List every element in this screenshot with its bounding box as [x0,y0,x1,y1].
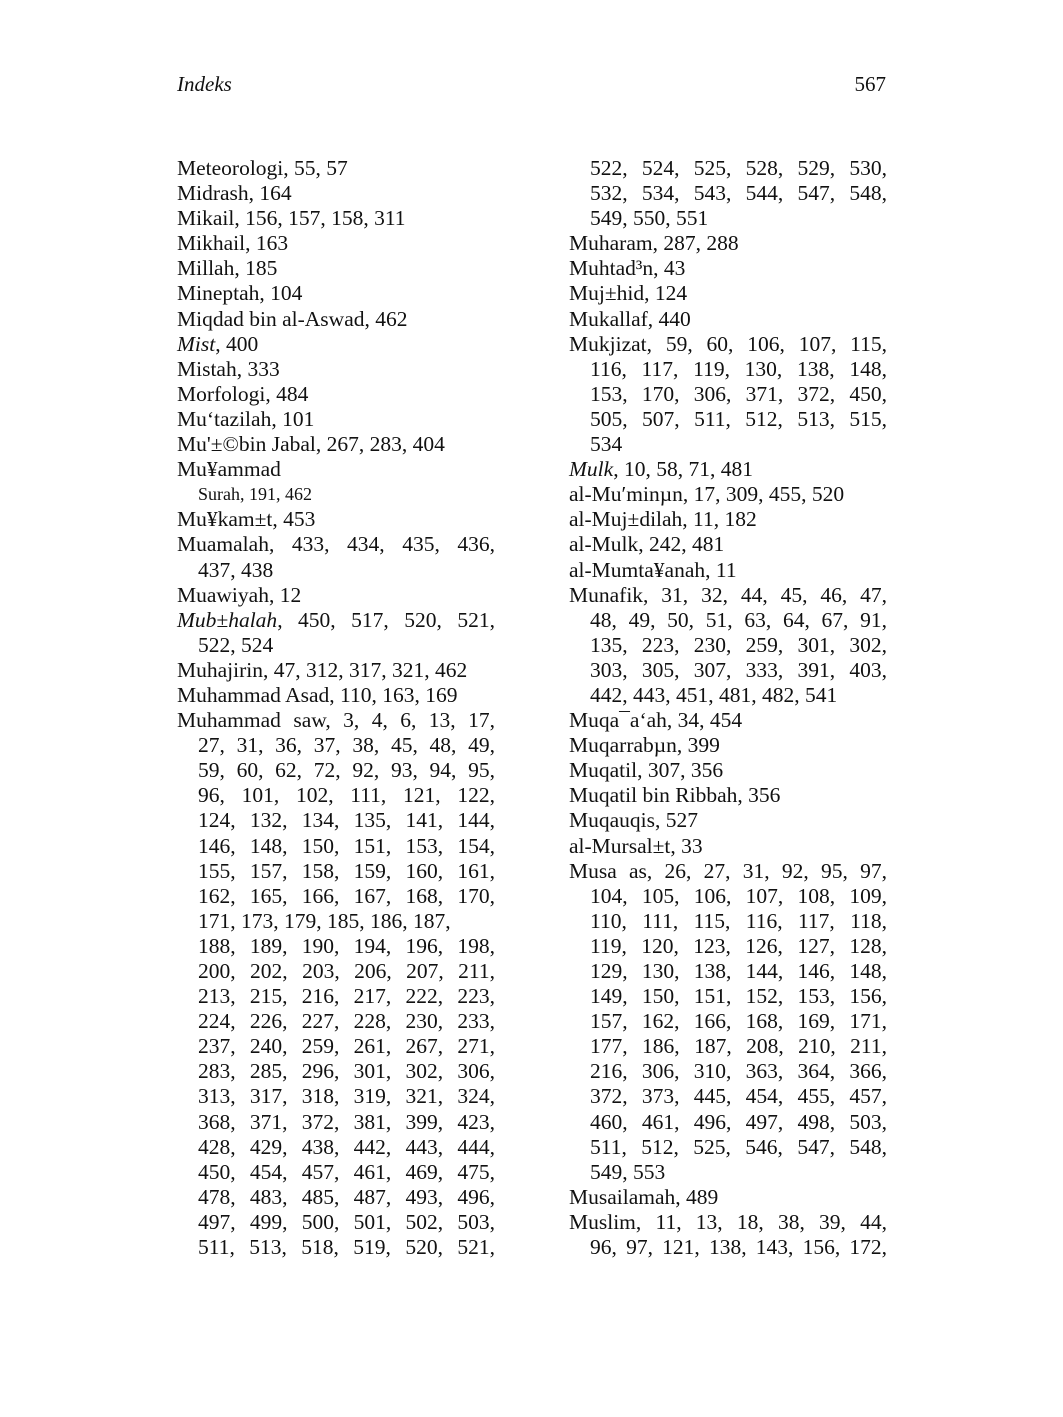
index-entry-line [177,608,495,633]
index-entry-line: 549, 553 [590,1159,666,1184]
index-entry-line: 532, 534, 543, 544, 547, 548, [590,181,887,206]
index-entry-line: 162, 165, 166, 167, 168, 170, [198,883,495,908]
index-entry-line: 372, 373, 445, 454, 455, 457, [590,1084,887,1109]
index-entry-line: 534 [590,432,623,457]
index-entry-line: 450, 454, 457, 461, 469, 475, [198,1159,495,1184]
running-header [177,72,886,102]
index-entry-line: 129, 130, 138, 144, 146, 148, [590,959,887,983]
index-entry-line: Musailamah, 489 [569,1184,719,1209]
index-entry-line: Muj±hid, 124 [569,281,688,306]
index-entry-line: Midrash, 164 [177,181,292,206]
index-entry-line: 437, 438 [198,557,274,582]
index-entry-line: 96, 97, 121, 138, 143, 156, 172, [590,1235,887,1260]
index-entry-line: Surah, 191, 462 [198,484,312,505]
index-entry-line: 149, 150, 151, 152, 153, 156, [590,984,887,1009]
index-entry-line: Mukallaf, 440 [569,306,691,331]
index-entry-line: Mu‘tazilah, 101 [177,406,315,431]
index-entry-line: 104, 105, 106, 107, 108, 109, [590,883,887,908]
index-entry-line: 146, 148, 150, 151, 153, 154, [198,833,495,858]
index-entry-line: 200, 202, 203, 206, 207, 211, [198,959,495,983]
index-entry-line: Millah, 185 [177,256,278,281]
index-entry-line: Muawiyah, 12 [177,582,302,607]
index-locators: , 10, 58, 71, 481 [613,457,753,482]
index-entry-line: 48, 49, 50, 51, 63, 64, 67, 91, [590,607,887,632]
index-entry-line: 124, 132, 134, 135, 141, 144, [198,808,495,833]
index-entry-line: 442, 443, 451, 481, 482, 541 [590,682,838,707]
index-entry-line: 224, 226, 227, 228, 230, 233, [198,1009,495,1034]
index-entry-line: Musa as, 26, 27, 31, 92, 95, 97, [569,858,887,883]
index-entry-line: Muharam, 287, 288 [569,231,739,256]
index-entry-line: Miqdad bin al-Aswad, 462 [177,306,408,331]
index-entry-line: Muqa¯a‘ah, 34, 454 [569,708,743,733]
index-entry-line: Mikail, 156, 157, 158, 311 [177,206,406,231]
index-entry-line: 522, 524 [198,632,274,657]
index-entry-line: 216, 306, 310, 363, 364, 366, [590,1059,887,1084]
index-entry-line: 303, 305, 307, 333, 391, 403, [590,657,887,682]
index-entry-line: 153, 170, 306, 371, 372, 450, [590,381,887,406]
index-entry-line: Muqatil, 307, 356 [569,758,724,783]
index-entry-line: Mu'±©bin Jabal, 267, 283, 404 [177,432,445,457]
index-entry-line: Munafik, 31, 32, 44, 45, 46, 47, [569,582,887,607]
index-entry-line: 460, 461, 496, 497, 498, 503, [590,1109,887,1134]
index-entry-line: Muqatil bin Ribbah, 356 [569,783,781,808]
index-entry-line: 59, 60, 62, 72, 92, 93, 94, 95, [198,758,495,783]
index-entry-line: Muhtad³n, 43 [569,256,686,281]
index-entry-line: Muslim, 11, 13, 18, 38, 39, 44, [569,1209,887,1234]
index-entry-line: Muhajirin, 47, 312, 317, 321, 462 [177,657,468,682]
index-entry-line: 237, 240, 259, 261, 267, 271, [198,1034,495,1059]
index-locators: , 400 [215,331,259,356]
index-entry-line: 428, 429, 438, 442, 443, 444, [198,1134,495,1159]
index-entry-line: 522, 524, 525, 528, 529, 530, [590,156,887,180]
index-entry-line: Mukjizat, 59, 60, 106, 107, 115, [569,331,887,356]
page-number: 567 [854,72,886,96]
index-entry-line: 135, 223, 230, 259, 301, 302, [590,632,887,657]
index-entry-line: Muamalah, 433, 434, 435, 436, [177,532,495,557]
index-entry-line: 478, 483, 485, 487, 493, 496, [198,1184,495,1209]
index-term-italic: Mulk [569,457,614,482]
index-entry-line: 313, 317, 318, 319, 321, 324, [198,1084,495,1109]
index-entry-line: 213, 215, 216, 217, 222, 223, [198,984,495,1009]
index-entry-line: Meteorologi, 55, 57 [177,156,348,180]
index-entry-line: 110, 111, 115, 116, 117, 118, [590,908,887,933]
index-term-italic: Mub±halah [177,607,278,632]
index-entry-line: 511, 513, 518, 519, 520, 521, [198,1235,495,1260]
index-entry-line: al-Mursal±t, 33 [569,833,703,858]
index-entry-line: Mikhail, 163 [177,231,289,256]
index-column-right [569,156,887,1260]
index-entry-line: 511, 512, 525, 546, 547, 548, [590,1134,887,1159]
index-entry-line [569,457,887,482]
index-entry-line: Mineptah, 104 [177,281,303,306]
index-entry-line: Muqauqis, 527 [569,808,698,833]
index-entry-line: 505, 507, 511, 512, 513, 515, [590,406,887,431]
index-term-italic: Mist [177,331,216,356]
index-entry-line: Mistah, 333 [177,356,280,381]
index-entry-line: 96, 101, 102, 111, 121, 122, [198,783,495,808]
index-entry-line: al-Mumta¥anah, 11 [569,557,737,582]
index-entry-line: 497, 499, 500, 501, 502, 503, [198,1209,495,1234]
index-entry-line: 155, 157, 158, 159, 160, 161, [198,858,495,883]
index-column-left [177,156,495,1260]
index-entry-line: 188, 189, 190, 194, 196, 198, [198,933,495,958]
index-locators: , 450, 517, 520, 521, [277,607,495,632]
index-entry-line: Morfologi, 484 [177,381,309,406]
index-entry-line: Muhammad Asad, 110, 163, 169 [177,682,458,707]
index-entry-line: 283, 285, 296, 301, 302, 306, [198,1059,495,1084]
index-entry-line: Mu¥kam±t, 453 [177,507,316,532]
index-entry-line: al-Mulk, 242, 481 [569,532,725,557]
index-entry-line: Mu¥ammad [177,457,281,482]
index-entry-line: 116, 117, 119, 130, 138, 148, [590,356,887,381]
index-entry-line: 171, 173, 179, 185, 186, 187, [198,908,451,933]
index-entry-line: Muqarrabµn, 399 [569,733,720,758]
index-entry-line: 27, 31, 36, 37, 38, 45, 48, 49, [198,733,495,758]
index-entry-line: 157, 162, 166, 168, 169, 171, [590,1009,887,1034]
index-entry-line: Muhammad saw, 3, 4, 6, 13, 17, [177,708,495,733]
index-entry-line: al-Mu′minµn, 17, 309, 455, 520 [569,482,845,507]
index-entry-line: al-Muj±dilah, 11, 182 [569,507,757,532]
index-entry-line: 119, 120, 123, 126, 127, 128, [590,933,887,958]
running-title: Indeks [177,72,232,96]
index-entry-line: 177, 186, 187, 208, 210, 211, [590,1034,887,1059]
index-entry-line: 368, 371, 372, 381, 399, 423, [198,1109,495,1134]
index-entry-line [177,332,495,357]
index-entry-line: 549, 550, 551 [590,206,709,231]
